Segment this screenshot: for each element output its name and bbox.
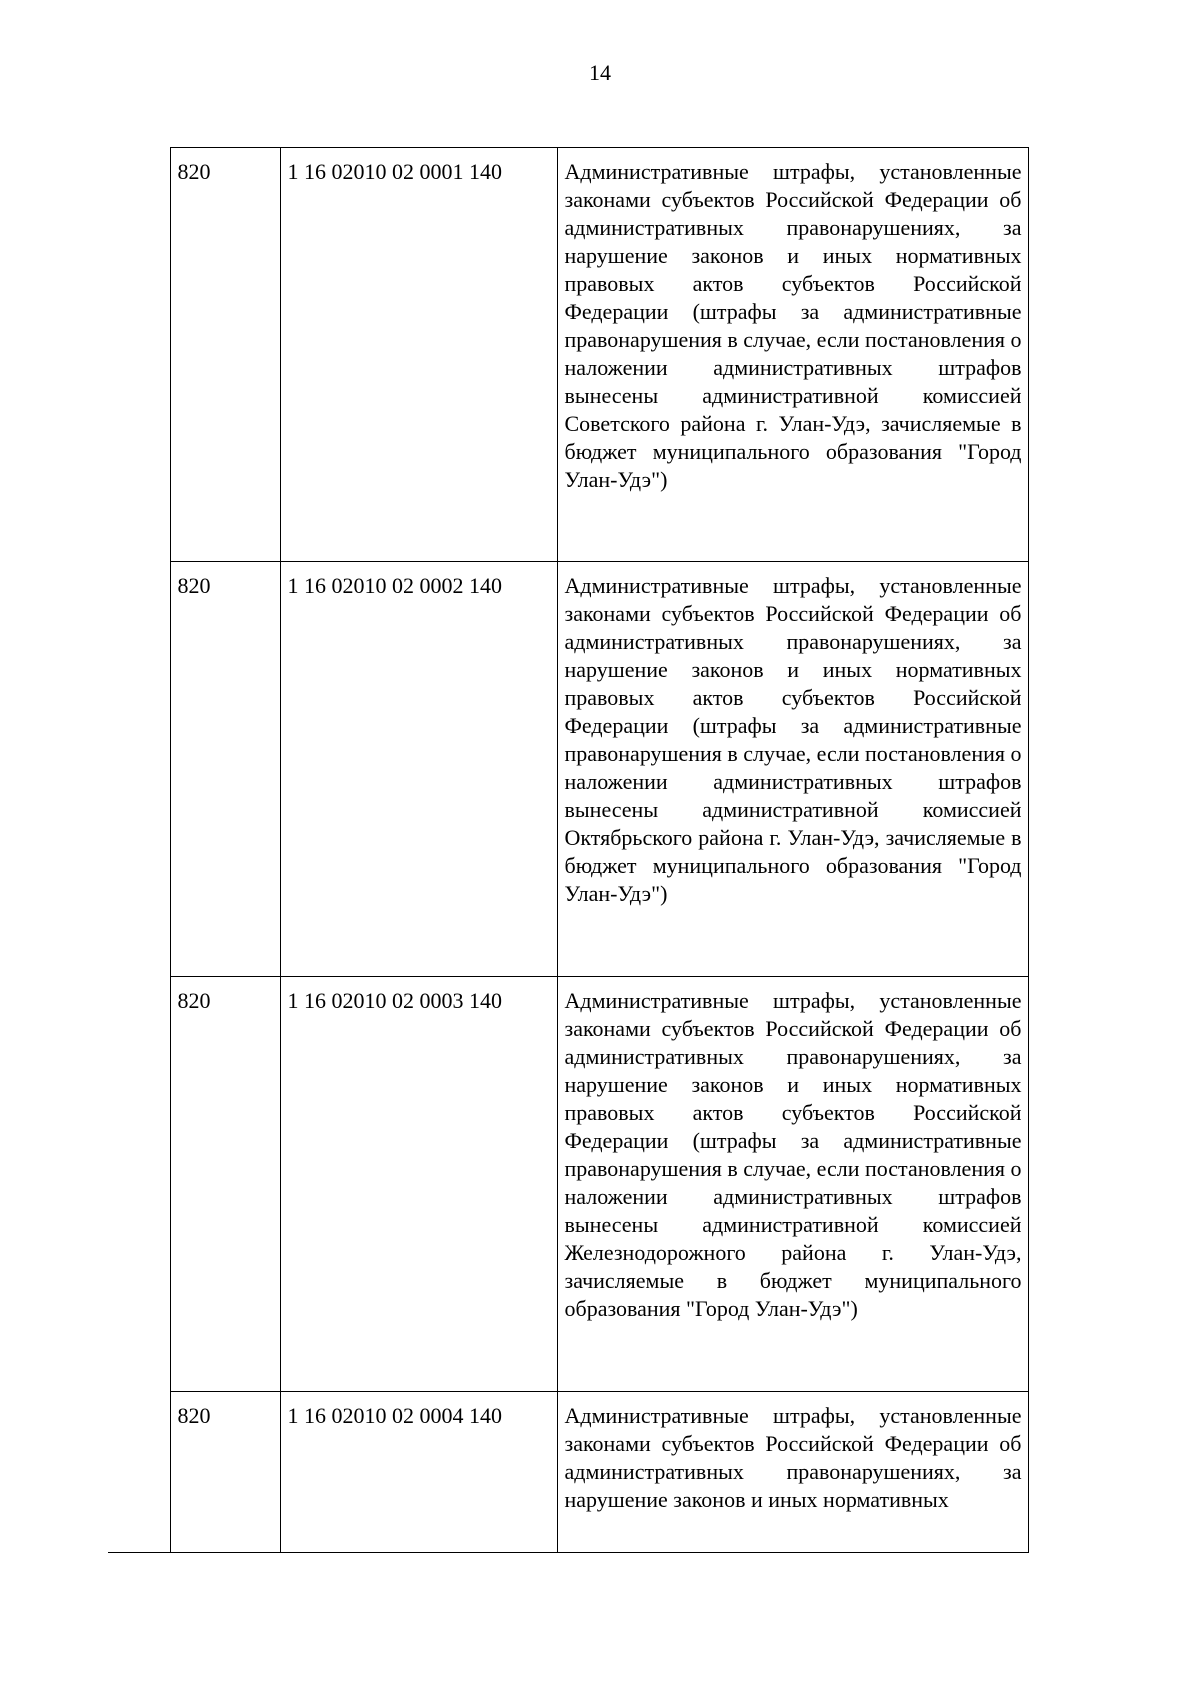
revenue-codes-table [108, 147, 1029, 1553]
table-row [108, 148, 1028, 562]
budget-code-cell: 1 16 02010 02 0004 140 [280, 1392, 557, 1553]
table-row [108, 562, 1028, 977]
description-cell: Административные штрафы, установленные законами субъектов Российской Федерации об административных правонарушениях, за нарушение законов и иных нормативных правовых актов субъектов Российской Федерации (штрафы за административные правонарушения в случае, если постановления о наложении административных штрафов вынесены административной комиссией Железнодорожного района г. Улан-Удэ, зачисляемые в бюджет муниципального образования "Город Улан-Удэ") [557, 977, 1028, 1392]
table-row [108, 1392, 1028, 1553]
empty-margin-cell [108, 1392, 170, 1553]
admin-code-cell: 820 [170, 148, 280, 562]
description-cell: Административные штрафы, установленные законами субъектов Российской Федерации об административных правонарушениях, за нарушение законов и иных нормативных правовых актов субъектов Российской Федерации (штрафы за административные правонарушения в случае, если постановления о наложении административных штрафов вынесены административной комиссией Октябрьского района г. Улан-Удэ, зачисляемые в бюджет муниципального образования "Город Улан-Удэ") [557, 562, 1028, 977]
admin-code-cell: 820 [170, 562, 280, 977]
budget-code-cell: 1 16 02010 02 0002 140 [280, 562, 557, 977]
page-number: 14 [589, 60, 611, 85]
empty-margin-cell [108, 562, 170, 977]
description-cell: Административные штрафы, установленные законами субъектов Российской Федерации об административных правонарушениях, за нарушение законов и иных нормативных [557, 1392, 1028, 1553]
admin-code-cell: 820 [170, 1392, 280, 1553]
budget-code-cell: 1 16 02010 02 0001 140 [280, 148, 557, 562]
table-row [108, 977, 1028, 1392]
description-cell: Административные штрафы, установленные законами субъектов Российской Федерации об административных правонарушениях, за нарушение законов и иных нормативных правовых актов субъектов Российской Федерации (штрафы за административные правонарушения в случае, если постановления о наложении административных штрафов вынесены административной комиссией Советского района г. Улан-Удэ, зачисляемые в бюджет муниципального образования "Город Улан-Удэ") [557, 148, 1028, 562]
empty-margin-cell [108, 977, 170, 1392]
admin-code-cell: 820 [170, 977, 280, 1392]
empty-margin-cell [108, 148, 170, 562]
budget-code-cell: 1 16 02010 02 0003 140 [280, 977, 557, 1392]
